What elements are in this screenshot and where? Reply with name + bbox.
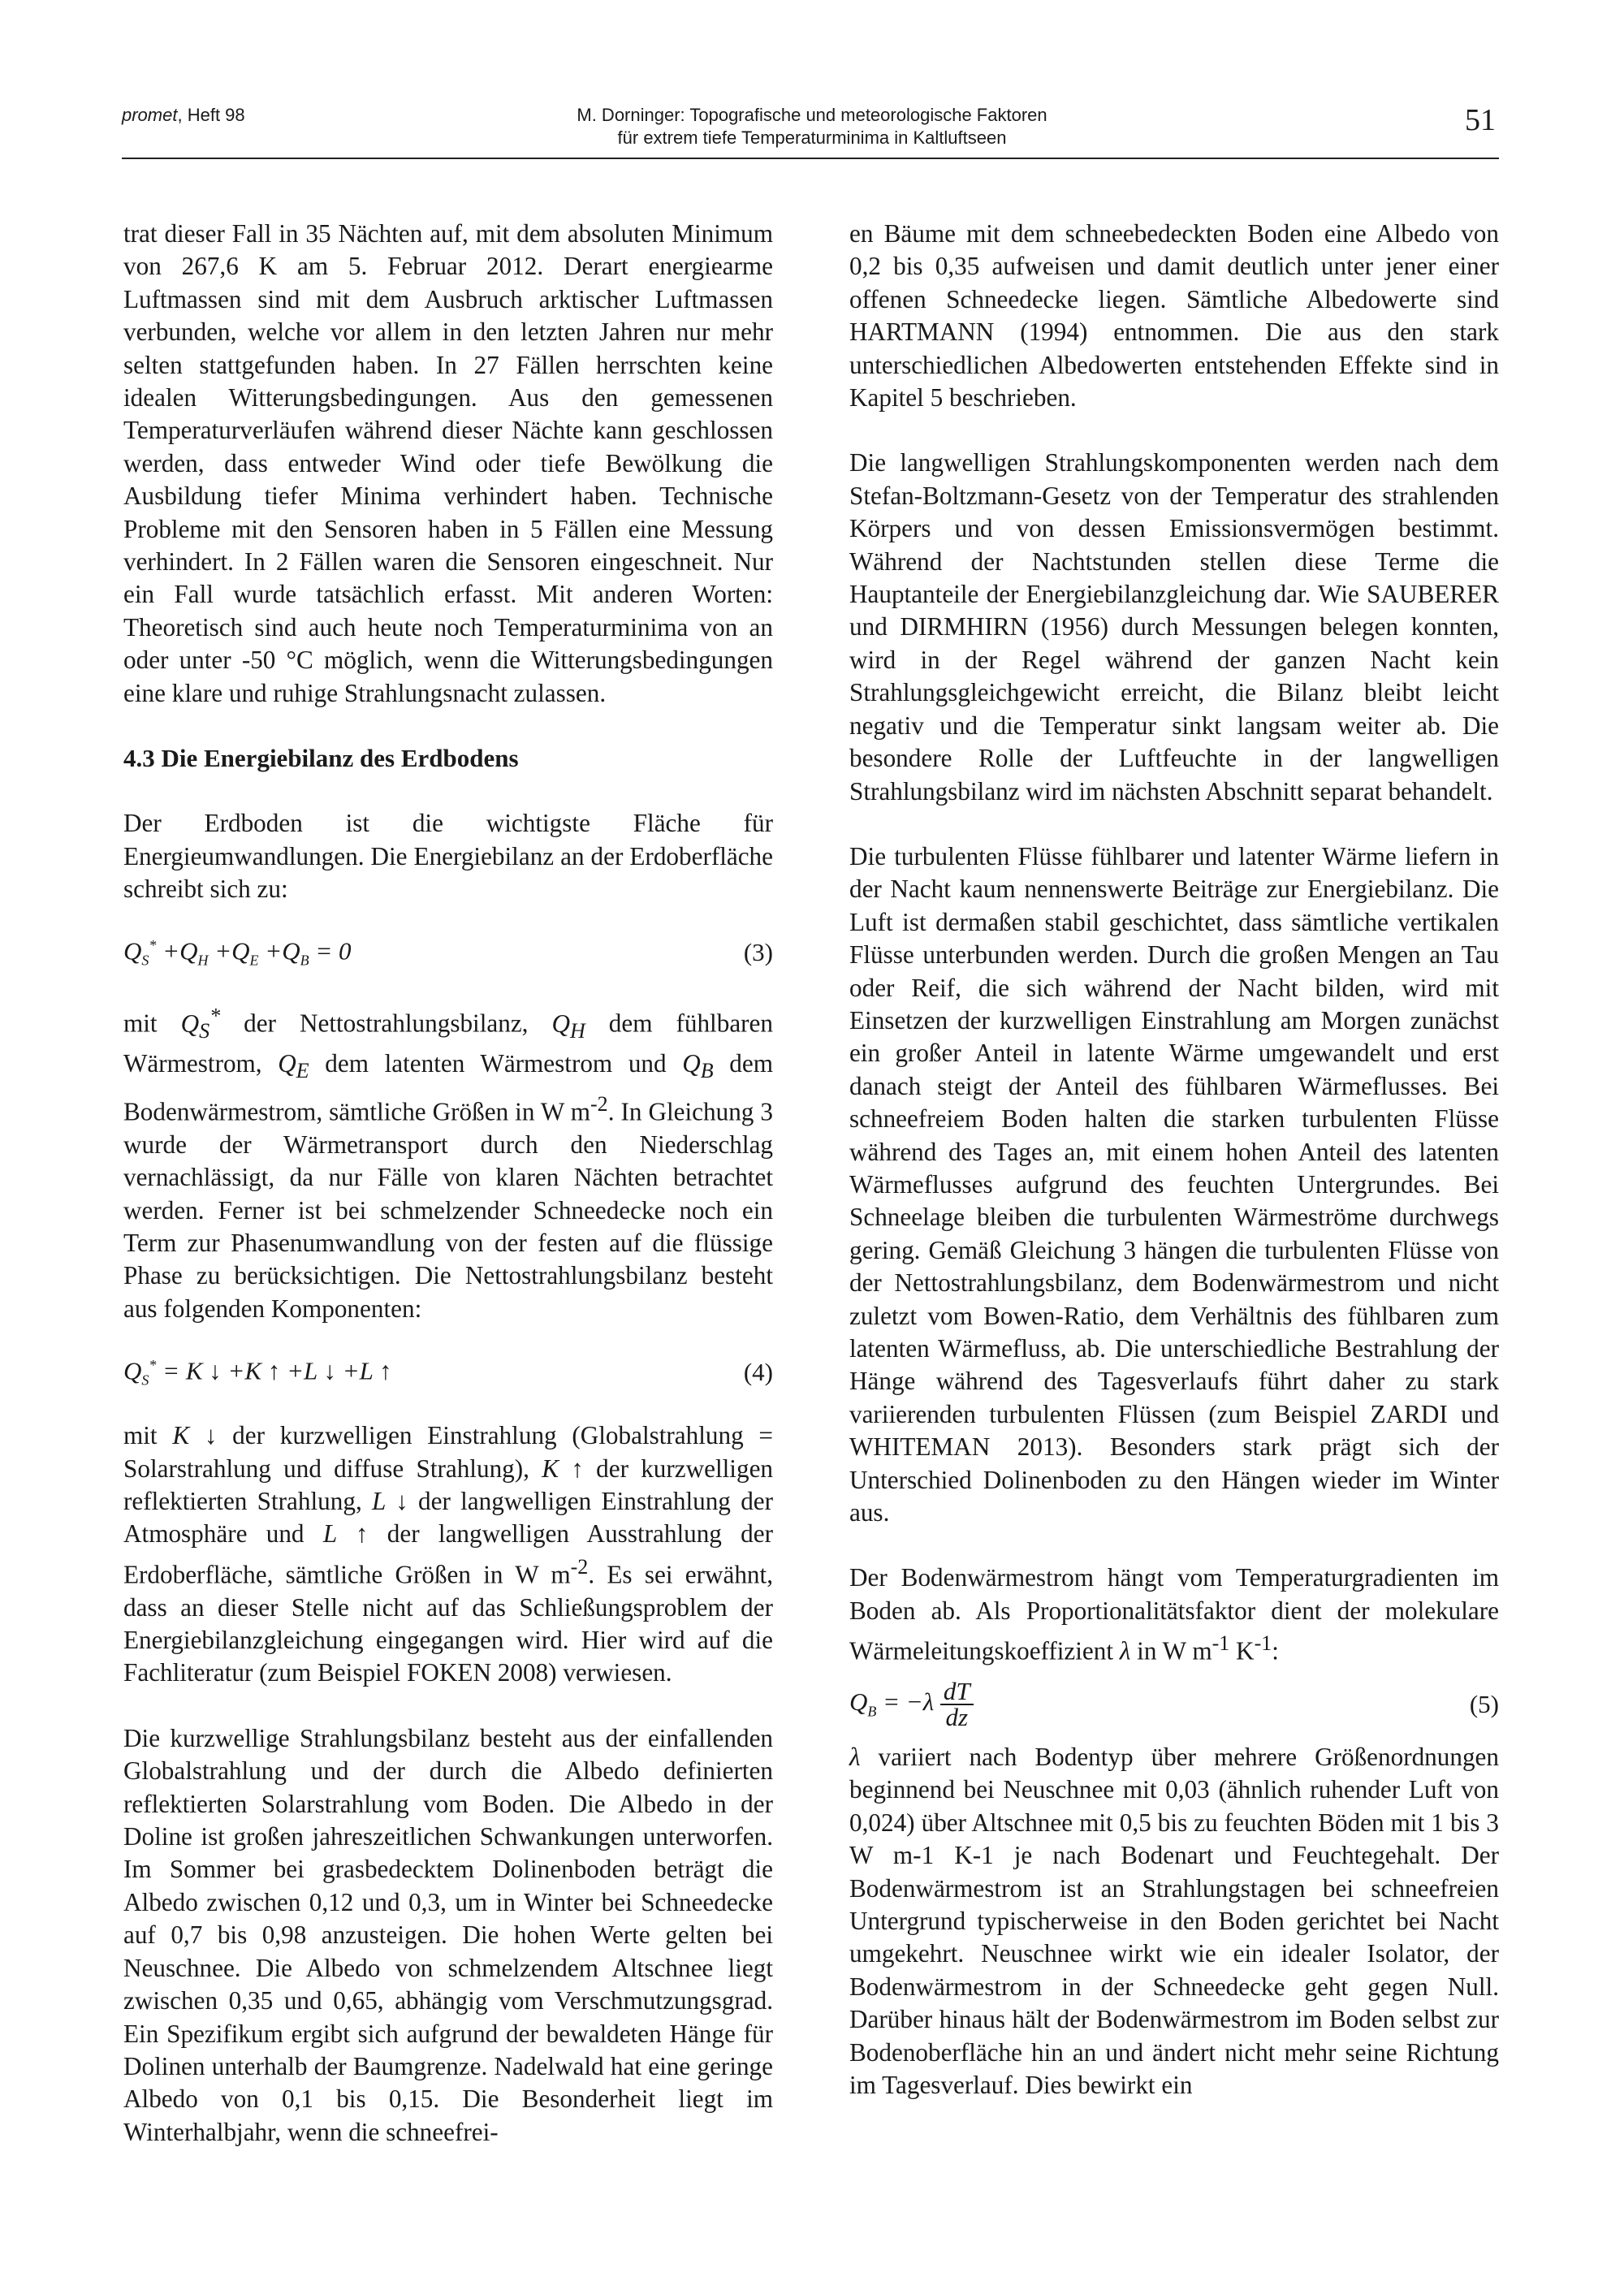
paragraph: en Bäume mit dem schneebedeckten Boden eine Albedo von 0,2 bis 0,35 aufweisen und damit deutlich unter jener einer offenen Schneedecke liegen. Sämtliche Albedowerte sind HARTMANN (1994) entnommen. Die aus den stark unterschiedlichen Albedowerten entstehenden Effekte sind in Kapitel 5 beschrieben.: [849, 219, 1499, 413]
paragraph: Die turbulenten Flüsse fühlbarer und latenter Wärme liefern in der Nacht kaum nennenswerte Beiträge zur Energiebilanz. Die Luft ist dermaßen stabil geschichtet, dass sämtliche vertikalen Flüsse unterbunden werden. Durch die großen Mengen an Tau oder Reif, die sich während der Nacht bilden, wird mit Einsetzen der kurzwelligen Einstrahlung am Morgen zunächst ein großer Anteil in latente Wärme umgewandelt und erst danach steigt der Anteil des fühlbaren Wärmeflusses. Bei schneefreiem Boden halten die starken turbulenten Flüsse während des Tages an, mit einem hohen Anteil des latenten Wärmeflusses aufgrund des feuchten Untergrundes. Bei Schneelage bleiben die turbulenten Wärmeströme durchwegs gering. Gemäß Gleichung 3 hängen die turbulenten Flüsse von der Nettostrahlungsbilanz, dem Bodenwärmestrom und nicht zuletzt vom Bowen-Ratio, dem Verhältnis des fühlbaren zum latenten Wärmefluss, ab. Die unterschiedliche Bestrahlung der Hänge während des Tagesverlaufs führt daher zu stark variierenden turbulenten Flüssen (zum Beispiel ZARDI und WHITEMAN 2013). Besonders stark prägt sich der Unterschied Dolinenboden zu den Hängen wieder im Winter aus.: [849, 841, 1499, 1527]
equation-5: $Q_B = -\lambda$ $\frac{dT}{dz}$ (5): [849, 1677, 1499, 1732]
equation-number: (4): [743, 1358, 773, 1387]
right-column: [849, 218, 1499, 2102]
paragraph: λ variiert nach Bodentyp über mehrere Größenordnungen beginnend bei Neuschnee mit 0,03 (ähnlich ruhender Luft von 0,024) über Altschnee mit 0,5 bis zu feuchten Böden mit 1 bis 3 W m-1 K-1 je nach Bodenart und Feuchtegehalt. Der Bodenwärmestrom ist an Strahlungstagen bei schneefreien Untergrund typischerweise in den Boden gerichtet bei Nacht umgekehrt. Neuschnee wirkt wie ein idealer Isolator, der Bodenwärmestrom in der Schneedecke geht gegen Null. Darüber hinaus hält der Bodenwärmestrom im Boden selbst zur Bodenoberfläche hin an und ändert nicht mehr seine Richtung im Tagesverlauf. Dies bewirkt ein: [849, 1743, 1499, 2100]
equation-3: $Q_S^* +Q_H +Q_E +Q_B = 0$ (3): [123, 936, 773, 969]
paragraph: Der Erdboden ist die wichtigste Fläche für Energieumwandlungen. Die Energiebilanz an der Erdoberfläche schreibt sich zu:: [123, 809, 773, 903]
paragraph: Der Bodenwärmestrom hängt vom Temperaturgradienten im Boden ab. Als Proportionalitätsfaktor dient der molekulare Wärmeleitungskoeffizient λ in W $m^{-1}$ $K^{-1}$:: [849, 1563, 1499, 1665]
paragraph: trat dieser Fall in 35 Nächten auf, mit dem absoluten Minimum von 267,6 K am 5. Februar 2012. Derart energiearme Luftmassen sind mit dem Ausbruch arktischer Luftmassen verbunden, welche vor allem in den letzten Jahren nur mehr selten stattgefunden haben. In 27 Fällen herrschten keine idealen Witterungsbedingungen. Aus den gemessenen Temperaturverläufen während dieser Nächte kann geschlossen werden, dass entweder Wind oder tiefe Bewölkung die Ausbildung tiefer Minima verhindert haben. Technische Probleme mit den Sensoren haben in 5 Fällen eine Messung verhindert. In 2 Fällen waren die Sensoren eingeschneit. Nur ein Fall wurde tatsächlich erfasst. Mit anderen Worten: Theoretisch sind auch heute noch Temperaturminima von an oder unter -50 °C möglich, wenn die Witterungsbedingungen eine klare und ruhige Strahlungsnacht zulassen.: [123, 219, 773, 707]
equation-number: (5): [1469, 1689, 1499, 1718]
header-rule: [122, 158, 1499, 159]
paragraph: mit K ↓ der kurzwelligen Einstrahlung (Globalstrahlung = Solarstrahlung und diffuse Strahlung), K ↑ der kurzwelligen reflektierten Strahlung, L ↓ der langwelligen Einstrahlung der Atmosphäre und L ↑ der langwelligen Ausstrahlung der Erdoberfläche, sämtliche Größen in W $m^{-2}$. Es sei erwähnt, dass an dieser Stelle nicht auf das Schließungsproblem der Energiebilanzgleichung eingegangen wird. Hier wird auf die Fachliteratur (zum Beispiel FOKEN 2008) verwiesen.: [123, 1421, 774, 1687]
equation-number: (3): [743, 938, 773, 967]
equation-4: $Q_S^* = K$ ↓ +K ↑ +L ↓ +L ↑ (4): [123, 1356, 773, 1389]
paragraph: mit $Q_S^*$ der Nettostrahlungsbilanz, $Q_H$ dem fühlbaren Wärmestrom, $Q_E$ dem latenten Wärmestrom und $Q_B$ dem Bodenwärmestrom, sämtliche Größen in W $m^{-2}$. In Gleichung 3 wurde der Wärmetransport durch den Niederschlag vernachlässigt, da nur Fälle von klaren Nächten betrachtet werden. Ferner ist bei schmelzender Schneedecke noch ein Term zur Phasenumwandlung von der festen auf die flüssige Phase zu berücksichtigen. Die Nettostrahlungsbilanz besteht aus folgenden Komponenten:: [123, 1004, 773, 1323]
page-number: 51: [1465, 103, 1496, 137]
paragraph: Die langwelligen Strahlungskomponenten werden nach dem Stefan-Boltzmann-Gesetz von der Temperatur des strahlenden Körpers und von dessen Emissionsvermögen bestimmt. Während der Nachtstunden stellen diese Terme die Hauptanteile der Energiebilanzgleichung dar. Wie SAUBERER und DIRMHIRN (1956) durch Messungen belegen konnten, wird in der Regel während der ganzen Nacht kein Strahlungsgleichgewicht erreicht, die Bilanz bleibt leicht negativ und die Temperatur sinkt langsam weiter ab. Die besondere Rolle der Luftfeuchte in der langwelligen Strahlungsbilanz wird im nächsten Abschnitt separat behandelt.: [849, 448, 1499, 806]
left-column: [123, 218, 773, 2149]
running-head-journal: promet, Heft 98: [122, 105, 245, 125]
paragraph: Die kurzwellige Strahlungsbilanz besteht aus der einfallenden Globalstrahlung und der durch die Albedo definierten reflektierten Solarstrahlung vom Boden. Die Albedo in der Doline ist großen jahreszeitlichen Schwankungen unterworfen. Im Sommer bei grasbedecktem Dolinenboden beträgt die Albedo zwischen 0,12 und 0,3, um in Winter bei Schneedecke auf 0,7 bis 0,98 anzusteigen. Die hohen Werte gelten bei Neuschnee. Die Albedo von schmelzendem Altschnee liegt zwischen 0,35 und 0,65, abhängig vom Verschmutzungsgrad. Ein Spezifikum ergibt sich aufgrund der bewaldeten Hänge für Dolinen unterhalb der Baumgrenze. Nadelwald hat eine geringe Albedo von 0,1 bis 0,15. Die Besonderheit liegt im Winterhalbjahr, wenn die schneefrei-: [123, 1723, 773, 2146]
section-heading: 4.3 Die Energiebilanz des Erdbodens: [123, 744, 519, 773]
running-head-title: M. Dorninger: Topografische und meteorologische Faktoren für extrem tiefe Temperaturminima in Kaltluftseen: [577, 105, 1047, 148]
